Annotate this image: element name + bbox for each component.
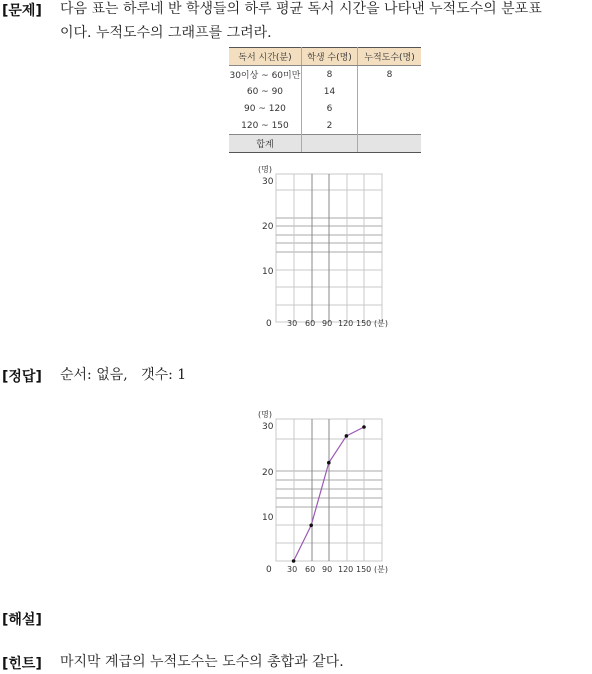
chart-y-tick-20: 20 [262, 468, 274, 478]
answer-text: 순서: 없음, 갯수: 1 [60, 367, 187, 383]
count-cell: 14 [301, 83, 357, 100]
x-tick-60: 60 [305, 319, 316, 328]
answer-tag: [정답] [2, 369, 42, 385]
data-point-60 [309, 523, 313, 527]
range-cell: 120 ~ 150 [229, 117, 301, 135]
hint-text: 마지막 계급의 누적도수는 도수의 총합과 같다. [60, 654, 344, 670]
x-tick-90: 90 [322, 319, 333, 328]
table-header-row [229, 48, 421, 66]
data-point-150 [362, 425, 366, 429]
total-count [301, 135, 357, 153]
table-row [229, 66, 421, 84]
header-cumulative: 누적도수(명) [358, 48, 421, 66]
hint-tag: [힌트] [2, 656, 42, 672]
x-tick-150: 150 [356, 319, 372, 328]
answer-chart-grid [276, 419, 382, 561]
cumulative-cell [358, 117, 421, 135]
problem-line-1: 다음 표는 하루네 반 학생들의 하루 평균 독서 시간을 나타낸 누적도수의 분포표 [60, 1, 542, 17]
chart-origin-label: 0 [266, 565, 272, 575]
chart-x-unit-label: (분) [374, 565, 388, 574]
y-tick-30: 30 [262, 177, 274, 187]
empty-graph [250, 160, 410, 335]
count-cell: 6 [301, 100, 357, 117]
table-row [229, 83, 421, 100]
cumulative-cell [358, 100, 421, 117]
explanation-tag: [해설] [2, 612, 42, 628]
x-tick-30: 30 [287, 319, 298, 328]
answer-chart [250, 405, 410, 580]
chart-x-tick-90: 90 [322, 565, 333, 574]
frequency-table [229, 47, 421, 153]
x-unit-label: (분) [374, 319, 388, 328]
chart-x-tick-120: 120 [338, 565, 354, 574]
data-point-30 [292, 559, 296, 563]
total-cumulative [358, 135, 421, 153]
cumulative-cell [358, 83, 421, 100]
y-tick-10: 10 [262, 267, 274, 277]
data-point-120 [345, 434, 349, 438]
chart-y-tick-10: 10 [262, 513, 274, 523]
table-row [229, 100, 421, 117]
chart-y-tick-30: 30 [262, 422, 274, 432]
count-cell: 2 [301, 117, 357, 135]
y-tick-20: 20 [262, 222, 274, 232]
header-student-count: 학생 수(명) [301, 48, 357, 66]
x-tick-120: 120 [338, 319, 354, 328]
empty-graph-grid [276, 174, 382, 322]
chart-x-tick-30: 30 [287, 565, 298, 574]
total-row [229, 135, 421, 153]
data-point-90 [327, 461, 331, 465]
range-cell: 60 ~ 90 [229, 83, 301, 100]
range-cell: 30이상 ~ 60미만 [229, 66, 301, 84]
total-label: 합계 [229, 135, 301, 153]
header-reading-time: 독서 시간(분) [229, 48, 301, 66]
chart-x-tick-150: 150 [356, 565, 372, 574]
count-cell: 8 [301, 66, 357, 84]
problem-tag: [문제] [2, 3, 42, 19]
range-cell: 90 ~ 120 [229, 100, 301, 117]
table-row [229, 117, 421, 135]
cumulative-cell: 8 [386, 69, 393, 80]
y-unit-label: (명) [258, 165, 272, 174]
chart-y-unit-label: (명) [258, 410, 272, 419]
chart-x-tick-60: 60 [305, 565, 316, 574]
problem-line-2: 이다. 누적도수의 그래프를 그려라. [60, 25, 272, 41]
origin-label: 0 [266, 319, 272, 329]
